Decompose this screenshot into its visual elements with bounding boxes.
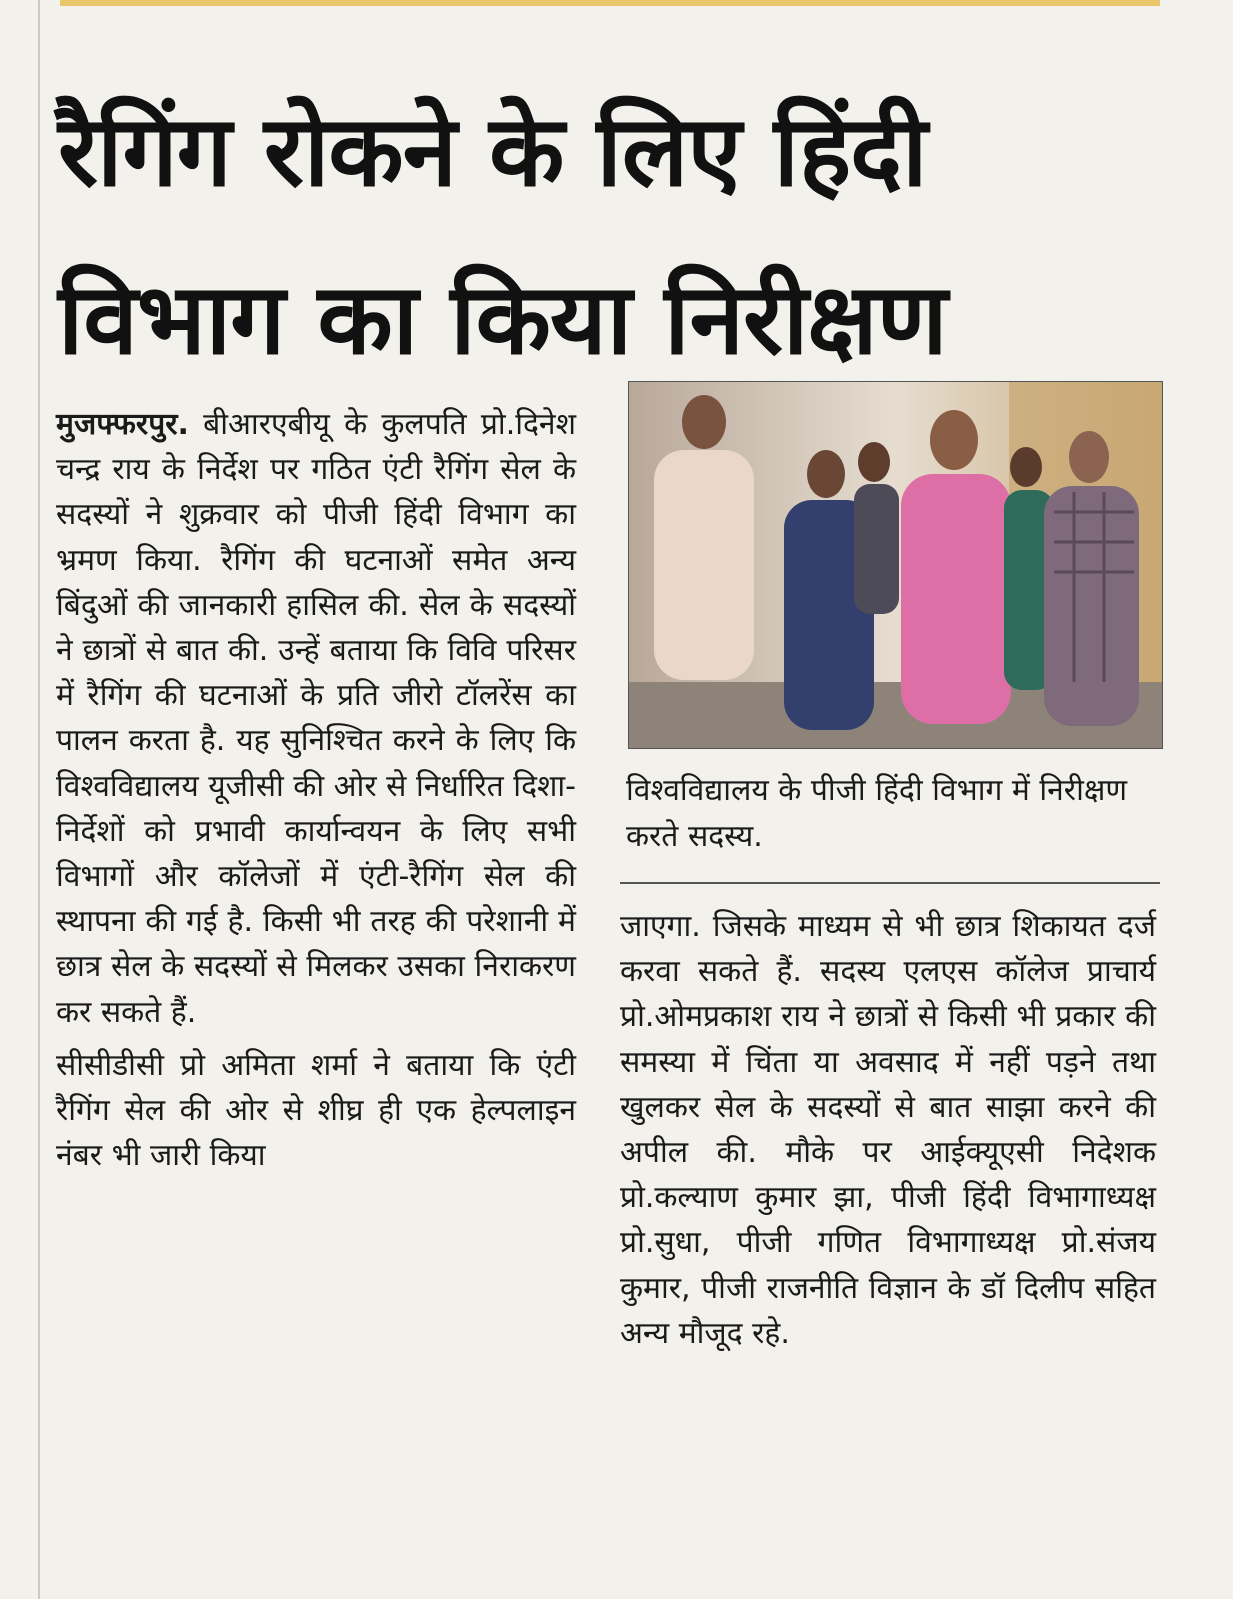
headline [58,68,1178,404]
paragraph-1-text: बीआरएबीयू के कुलपति प्रो.दिनेश चन्द्र राय के निर्देश पर गठित एंटी रैगिंग सेल के सदस्यों ने शुक्रवार को पीजी हिंदी विभाग का भ्रमण किया. रैगिंग की घटनाओं समेत अन्य बिंदुओं की जानकारी हासिल की. सेल के सदस्यों ने छात्रों से बात की. उन्हें बताया कि विवि परिसर में रैगिंग की घटनाओं के प्रति जीरो टॉलरेंस का पालन करता है. यह सुनिश्चित करने के लिए कि विश्वविद्यालय यूजीसी की ओर से निर्धारित दिशा-निर्देशों को प्रभावी कार्यान्वयन के लिए सभी विभागों और कॉलेजों में एंटी-रैगिंग सेल की स्थापना की गई है. किसी भी तरह की परेशानी में छात्र सेल के सदस्यों से मिलकर उसका निराकरण कर सकते हैं. [56,407,576,1030]
dateline: मुजफ्फरपुर. [56,407,189,442]
news-photo [628,381,1163,749]
article-right-column [620,904,1156,1356]
photo-caption: विश्वविद्यालय के पीजी हिंदी विभाग में निरीक्षण करते सदस्य. [626,773,1128,854]
article-paragraph-1 [56,402,576,1035]
article-left-column [56,402,576,1178]
page-edge-strip [60,0,1160,6]
headline-line-1: रैगिंग रोकने के लिए हिंदी [58,95,927,209]
caption-divider [620,882,1160,884]
headline-line-2: विभाग का किया निरीक्षण [58,263,947,377]
column-rule [38,0,40,1599]
article-paragraph-2: सीसीडीसी प्रो अमिता शर्मा ने बताया कि एंटी रैगिंग सेल की ओर से शीघ्र ही एक हेल्पलाइन नंबर भी जारी किया [56,1047,576,1174]
article-paragraph-3: जाएगा. जिसके माध्यम से भी छात्र शिकायत दर्ज करवा सकते हैं. सदस्य एलएस कॉलेज प्राचार्य प्रो.ओमप्रकाश राय ने छात्रों से किसी भी प्रकार की समस्या में चिंता या अवसाद में नहीं पड़ने तथा खुलकर सेल के सदस्यों से बात साझा करने की अपील की. मौके पर आईक्यूएसी निदेशक प्रो.कल्याण कुमार झा, पीजी हिंदी विभागाध्यक्ष प्रो.सुधा, पीजी गणित विभागाध्यक्ष प्रो.संजय कुमार, पीजी राजनीति विज्ञान के डॉ दिलीप सहित अन्य मौजूद रहे. [620,909,1156,1351]
